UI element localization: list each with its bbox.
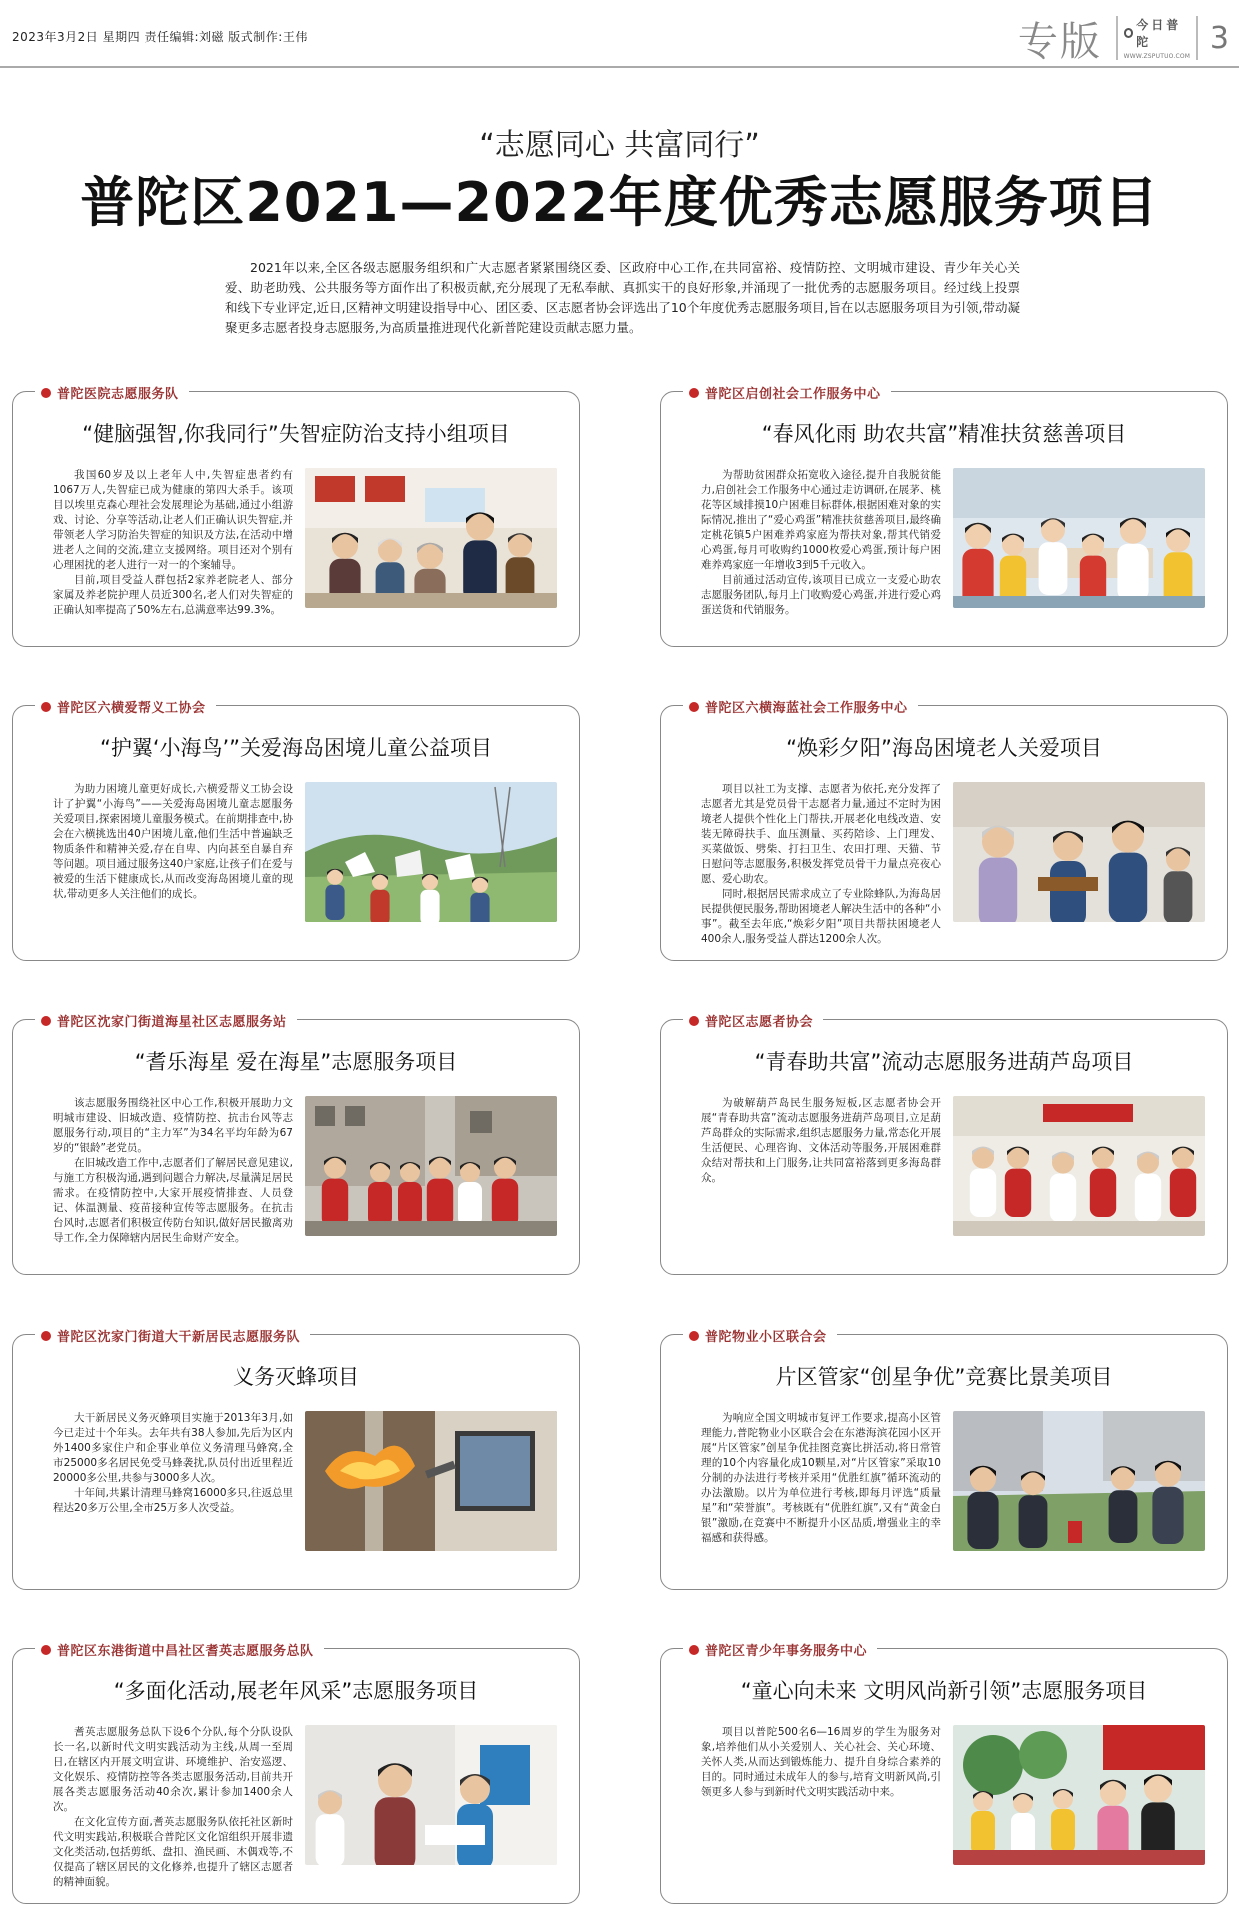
project-photo [953,782,1205,922]
project-panel [12,387,580,647]
issue-meta: 2023年3月2日 星期四 责任编辑:刘磁 版式制作:王伟 [12,30,308,44]
project-panel [12,1330,580,1590]
bullet-dot-icon [41,1016,51,1026]
description-paragraph: 为破解葫芦岛民生服务短板,区志愿者协会开展“青春助共富”流动志愿服务进葫芦岛项目,立足葫芦岛群众的实际需求,组织志愿服务力量,常态化开展生活便民、心理咨询、文体活动等服务,开展困难群众结对帮扶和上门服务,让共同富裕落到更多海岛群众。 [701,1097,941,1184]
photo-volunteers-red-vests-street [305,1096,557,1236]
bullet-dot-icon [41,1645,51,1655]
project-photo [305,468,557,608]
project-title: “健脑强智,你我同行”失智症防治支持小组项目 [82,422,510,446]
masthead [0,0,1239,76]
description-paragraph: 我国60岁及以上老年人中,失智症患者约有1067万人,失智症已成为健康的第四大杀手。该项目以埃里克森心理社会发展理论为基础,通过小组游戏、讨论、分享等活动,让老人们正确认识失智症,并带领老人学习防治失智症的知识及方法,在活动中增进老人之间的交流,建立支援网络。项目还对个别有心理困扰的老人进行一对一的个案辅导。 [53,469,293,571]
photo-children-kites-outdoor [305,782,557,922]
project-panel [660,1015,1228,1275]
bullet-dot-icon [689,1331,699,1341]
project-description [701,1725,941,1895]
organization-name: 普陀医院志愿服务队 [57,387,179,402]
project-title: “多面化活动,展老年风采”志愿服务项目 [113,1679,479,1703]
project-description [53,468,293,638]
organization-tag [683,383,891,402]
project-photo [953,1725,1205,1865]
photo-group-session-indoor [305,468,557,608]
project-description [53,1411,293,1581]
project-title: “青春助共富”流动志愿服务进葫芦岛项目 [754,1050,1134,1074]
bullet-dot-icon [41,702,51,712]
photo-elderly-home-visit [953,782,1205,922]
organization-name: 普陀区志愿者协会 [705,1015,814,1030]
organization-name: 普陀物业小区联合会 [705,1330,827,1345]
photo-children-volunteer-event [953,1725,1205,1865]
project-panel [660,1330,1228,1590]
project-panel [12,1015,580,1275]
photo-property-managers-community [953,1411,1205,1551]
description-paragraph: 同时,根据居民需求成立了专业除蜂队,为海岛居民提供便民服务,帮助困境老人解决生活中的各种“小事”。截至去年底,“焕彩夕阳”项目共帮扶困境老人400余人,服务受益人群达1200余人次。 [701,888,941,945]
newspaper-logo [1116,16,1198,60]
bullet-dot-icon [689,1016,699,1026]
description-paragraph: 大干新居民义务灭蜂项目实施于2013年3月,如今已走过十个年头。去年共有38人参加,先后为区内外1400多家住户和企事业单位义务清理马蜂窝,全市25000多名居民免受马蜂袭扰,队员付出近里程近20000多公里,共参与3000多人次。 [53,1412,293,1484]
description-paragraph: 在旧城改造工作中,志愿者们了解居民意见建议,与施工方积极沟通,遇到问题合力解决,尽量满足居民需求。在疫情防控中,大家开展疫情排查、人员登记、体温测量、疫苗接种宣传等志愿服务。在抗击台风时,志愿者们积极宣传防台知识,做好居民撤离劝导工作,全力保障辖内居民生命财产安全。 [53,1157,293,1244]
project-description [701,782,941,952]
project-photo [305,782,557,922]
logo-name: 今日普陀 [1136,18,1182,49]
organization-name: 普陀区沈家门街道海星社区志愿服务站 [57,1015,287,1030]
bullet-dot-icon [689,702,699,712]
project-panel [660,701,1228,961]
bullet-dot-icon [41,388,51,398]
organization-tag [35,1640,324,1659]
project-description [701,1411,941,1581]
description-paragraph: 十年间,共累计清理马蜂窝16000多只,往返总里程达20多万公里,全市25万多人次受益。 [53,1487,293,1514]
description-paragraph: 目前,项目受益人群包括2家养老院老人、部分家属及养老院护理人员近300名,老人们对失智症的正确认知率提高了50%左右,总满意率达99.3%。 [53,574,293,616]
project-panel [12,1644,580,1904]
organization-tag [683,1640,877,1659]
project-description [53,1096,293,1266]
organization-tag [35,1011,297,1030]
organization-name: 普陀区六横爱帮义工协会 [57,701,206,716]
description-paragraph: 为助力困境儿童更好成长,六横爱帮义工协会设计了护翼“小海鸟”——关爱海岛困境儿童志愿服务关爱项目,探索困境儿童服务模式。在前期排查中,协会在六横挑选出40户困境儿童,他们生活中普遍缺乏物质条件和精神关爱,存在自卑、内向甚至自暴自弃等问题。项目通过服务这40户家庭,让孩子们在爱与被爱的生活下健康成长,从而改变海岛困境儿童的现状,带动更多人关注他们的成长。 [53,783,293,900]
project-description [701,468,941,638]
page-number: 3 [1209,20,1229,56]
bullet-dot-icon [689,388,699,398]
project-panel [12,701,580,961]
bullet-dot-icon [689,1645,699,1655]
photo-medical-check-elderly [305,1725,557,1865]
description-paragraph: 该志愿服务围绕社区中心工作,积极开展助力文明城市建设、旧城改造、疫情防控、抗击台风等志愿服务行动,项目的“主力军”为34名平均年龄为67岁的“银龄”老党员。 [53,1097,293,1154]
intro-paragraph: 2021年以来,全区各级志愿服务组织和广大志愿者紧紧围绕区委、区政府中心工作,在共同富裕、疫情防控、文明城市建设、青少年关心关爱、助老助残、公共服务等方面作出了积极贡献,充分展现了无私奉献、真抓实干的良好形象,并涌现了一批优秀的志愿服务项目。经过线上投票和线下专业评定,近日,区精神文明建设指导中心、团区委、区志愿者协会评选出了10个年度优秀志愿服务项目,旨在以志愿服务项目为引领,带动凝聚更多志愿者投身志愿服务,为高质量推进现代化新普陀建设贡献志愿力量。 [225,260,1020,335]
description-paragraph: 项目以普陀500名6—16周岁的学生为服务对象,培养他们从小关爱别人、关心社会、关心环境、关怀人类,从而达到锻炼能力、提升自身综合素养的目的。同时通过未成年人的参与,培育文明新风尚,引领更多人参与到新时代文明实践活动中来。 [701,1726,941,1798]
description-paragraph: 在文化宣传方面,耆英志愿服务队依托社区新时代文明实践站,积极联合普陀区文化馆组织开展非遗文化类活动,包括剪纸、盘扣、渔民画、木偶戏等,不仅提高了辖区居民的文化修养,也提升了辖区志愿者的精神面貌。 [53,1816,293,1888]
photo-haircut-service-hall [953,1096,1205,1236]
photo-volunteers-with-children [953,468,1205,608]
organization-name: 普陀区启创社会工作服务中心 [705,387,881,402]
project-title: “童心向未来 文明风尚新引领”志愿服务项目 [740,1679,1148,1703]
project-title: “耆乐海星 爱在海星”志愿服务项目 [134,1050,458,1074]
organization-tag [35,383,189,402]
logo-url: WWW.ZSPUTUO.COM [1123,53,1191,60]
organization-name: 普陀区六横海蓝社会工作服务中心 [705,701,908,716]
project-title: “焕彩夕阳”海岛困境老人关爱项目 [786,736,1102,760]
organization-name: 普陀区沈家门街道大干新居民志愿服务队 [57,1330,301,1345]
project-title: “护翼‘小海鸟’”关爱海岛困境儿童公益项目 [99,736,493,760]
description-paragraph: 为响应全国文明城市复评工作要求,提高小区管理能力,普陀物业小区联合会在东港海滨花园小区开展“片区管家”创星争优挂图竞赛比拼活动,将日常管理的10个内容量化成10颗星,对“片区管家”采取10分制的办法进行考核并采用“优胜红旗”循环流动的办法激励。以片为单位进行考核,即每月评选“质量星”和“荣誉旗”。考核既有“优胜红旗”,又有“黄金白银”激励,在竞赛中不断提升小区品质,增强业主的幸福感和获得感。 [701,1412,941,1544]
organization-tag [683,697,918,716]
organization-tag [683,1326,837,1345]
section-label: 专版 [1017,18,1102,65]
description-paragraph: 为帮助贫困群众拓宽收入途径,提升自我脱贫能力,启创社会工作服务中心通过走访调研,在展茅、桃花等区域排摸10户困难目标群体,根据困难对象的实际情况,推出了“爱心鸡蛋”精准扶贫慈善项目,最终确定桃花镇5户困难养鸡家庭为帮扶对象,帮其代销爱心鸡蛋,每月可收购约1000枚爱心鸡蛋,预计每户困难养鸡家庭一年增收3到5千元收入。 [701,469,941,571]
organization-tag [35,1326,310,1345]
project-panel [660,1644,1228,1904]
organization-name: 普陀区东港街道中昌社区耆英志愿服务总队 [57,1644,314,1659]
masthead-rule [0,66,1239,68]
project-description [53,782,293,952]
page-title: 普陀区2021—2022年度优秀志愿服务项目 [80,171,1159,234]
organization-tag [683,1011,823,1030]
project-photo [305,1096,557,1236]
logo-mark-icon [1124,28,1133,38]
project-photo [953,468,1205,608]
project-title: 片区管家“创星争优”竞赛比景美项目 [775,1365,1113,1389]
project-photo [953,1096,1205,1236]
photo-wasp-nest-removal-fire [305,1411,557,1551]
project-description [701,1096,941,1266]
page-subtitle: “志愿同心 共富同行” [479,128,760,163]
organization-tag [35,697,216,716]
description-paragraph: 项目以社工为支撑、志愿者为依托,充分发挥了志愿者尤其是党员骨干志愿者力量,通过不定时为困境老人提供个性化上门帮扶,开展老化电线改造、安装无障碍扶手、血压测量、买药陪诊、上门理发、买菜做饭、劈柴、打扫卫生、农田打理、天猫、节日慰问等志愿服务,积极发挥党员骨干力量点亮夜心愿、爱心助农。 [701,783,941,885]
description-paragraph: 目前通过活动宣传,该项目已成立一支爱心助农志愿服务团队,每月上门收购爱心鸡蛋,并进行爱心鸡蛋送货和代销服务。 [701,574,941,616]
bullet-dot-icon [41,1331,51,1341]
project-title: “春风化雨 助农共富”精准扶贫慈善项目 [761,422,1127,446]
project-photo [305,1725,557,1865]
project-photo [953,1411,1205,1551]
project-description [53,1725,293,1895]
organization-name: 普陀区青少年事务服务中心 [705,1644,868,1659]
project-title: 义务灭蜂项目 [233,1365,359,1389]
project-panel [660,387,1228,647]
project-photo [305,1411,557,1551]
masthead-right [1017,14,1229,65]
description-paragraph: 耆英志愿服务总队下设6个分队,每个分队设队长一名,以新时代文明实践活动为主线,从周一至周日,在辖区内开展文明宣讲、环境维护、治安巡逻、文化娱乐、疫情防控等各类志愿服务活动,目前共开展各类志愿服务活动40余次,累计参加1400余人次。 [53,1726,293,1813]
